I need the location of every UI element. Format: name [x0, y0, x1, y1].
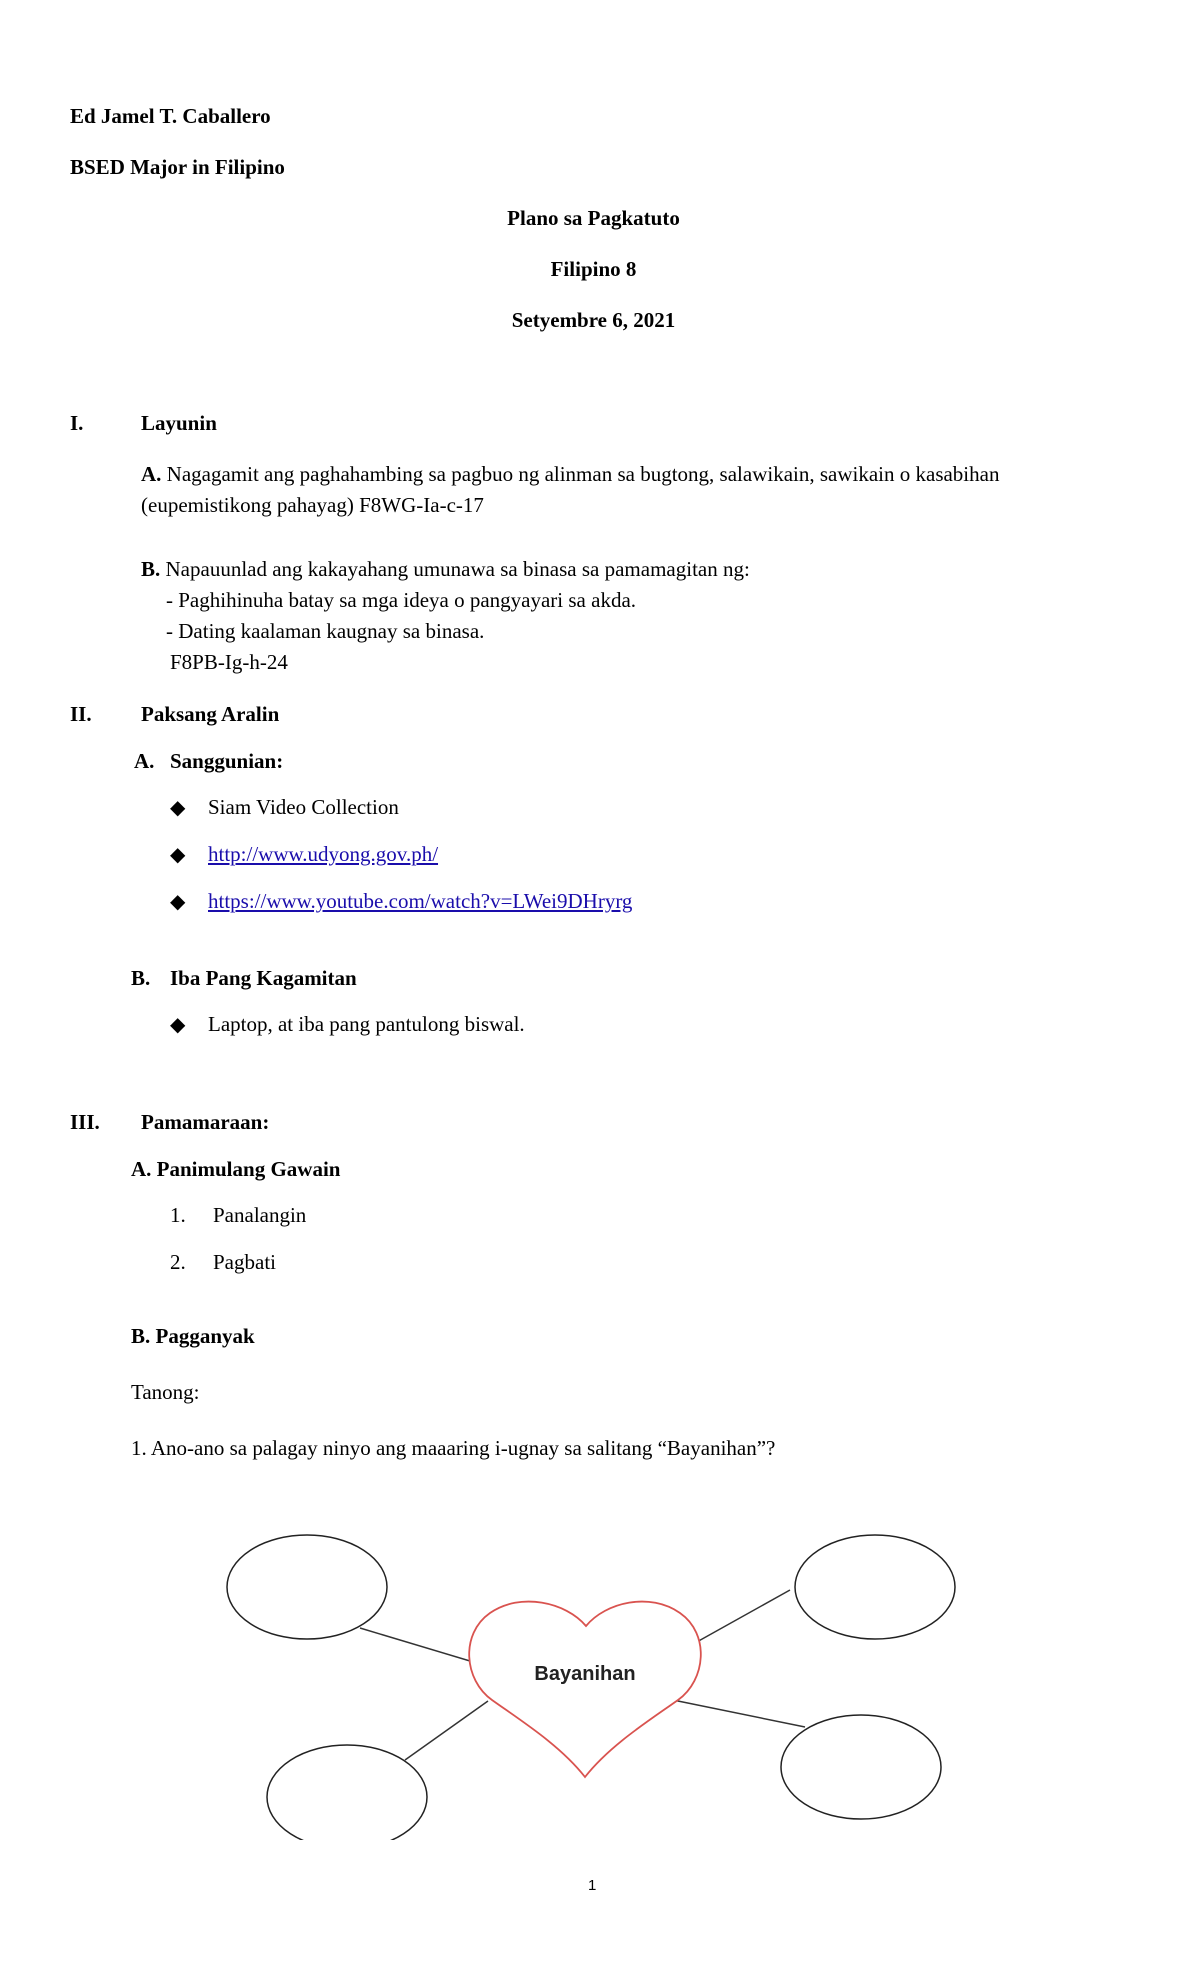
references-title: Sanggunian:: [170, 749, 284, 773]
objective-b-text: Napauunlad ang kakayahang umunawa sa binasa sa pamamagitan ng:: [165, 557, 750, 581]
answer-bubble-top-left[interactable]: [227, 1535, 387, 1639]
answer-bubble-bottom-right[interactable]: [781, 1715, 941, 1819]
connector-line: [673, 1700, 805, 1727]
program: BSED Major in Filipino: [70, 155, 285, 179]
answer-bubble-bottom-left[interactable]: [267, 1745, 427, 1840]
materials-label: B.: [131, 966, 151, 990]
reference-item: Siam Video Collection: [208, 795, 399, 819]
page-number: 1: [588, 1877, 597, 1894]
connector-line: [360, 1628, 480, 1664]
section-2-numeral: II.: [70, 702, 92, 726]
step-text: Pagbati: [213, 1250, 276, 1274]
step-number: 1.: [170, 1203, 186, 1227]
materials-title: Iba Pang Kagamitan: [170, 966, 357, 990]
objective-a-code: (eupemistikong pahayag) F8WG-Ia-c-17: [141, 493, 484, 517]
bayanihan-heart-shape: [469, 1602, 701, 1777]
references-label: A.: [134, 749, 155, 773]
bullet-diamond-icon: ◆: [170, 797, 186, 819]
objective-a-text: Nagagamit ang paghahambing sa pagbuo ng alinman sa bugtong, salawikain, sawikain o kasabihan: [166, 462, 1000, 486]
section-1-title: Layunin: [141, 411, 217, 435]
reference-link-youtube[interactable]: https://www.youtube.com/watch?v=LWei9DHryrg: [208, 889, 633, 913]
section-3-numeral: III.: [70, 1110, 100, 1134]
material-item: Laptop, at iba pang pantulong biswal.: [208, 1012, 525, 1036]
question-text: 1. Ano-ano sa palagay ninyo ang maaaring i-ugnay sa salitang “Bayanihan”?: [131, 1436, 776, 1460]
objective-b-label: B.: [141, 557, 161, 581]
bayanihan-concept-map: [220, 1520, 980, 1840]
objective-b-item-1: - Paghihinuha batay sa mga ideya o pangyayari sa akda.: [166, 588, 637, 612]
heart-center-label: Bayanihan: [534, 1663, 636, 1685]
bullet-diamond-icon: ◆: [170, 1014, 186, 1036]
opening-activity-title: A. Panimulang Gawain: [131, 1157, 341, 1181]
answer-bubble-top-right[interactable]: [795, 1535, 955, 1639]
author-name: Ed Jamel T. Caballero: [70, 104, 271, 128]
connector-line: [695, 1590, 790, 1643]
objective-b: [141, 557, 750, 582]
connector-line: [405, 1701, 488, 1760]
date: Setyembre 6, 2021: [511, 308, 676, 332]
section-2-title: Paksang Aralin: [141, 702, 280, 726]
bullet-diamond-icon: ◆: [170, 891, 186, 913]
document-title: Plano sa Pagkatuto: [507, 206, 680, 230]
bullet-diamond-icon: ◆: [170, 844, 186, 866]
subject: Filipino 8: [550, 257, 637, 281]
reference-link-udyong[interactable]: http://www.udyong.gov.ph/: [208, 842, 439, 866]
objective-b-item-2: - Dating kaalaman kaugnay sa binasa.: [166, 619, 485, 643]
section-3-title: Pamamaraan:: [141, 1110, 270, 1134]
step-number: 2.: [170, 1250, 186, 1274]
step-text: Panalangin: [213, 1203, 307, 1227]
objective-a: [141, 462, 999, 487]
objective-b-code: F8PB-Ig-h-24: [170, 650, 288, 674]
motivation-title: B. Pagganyak: [131, 1324, 255, 1348]
section-1-numeral: I.: [70, 411, 84, 435]
objective-a-label: A.: [141, 462, 162, 486]
question-label: Tanong:: [131, 1380, 200, 1404]
